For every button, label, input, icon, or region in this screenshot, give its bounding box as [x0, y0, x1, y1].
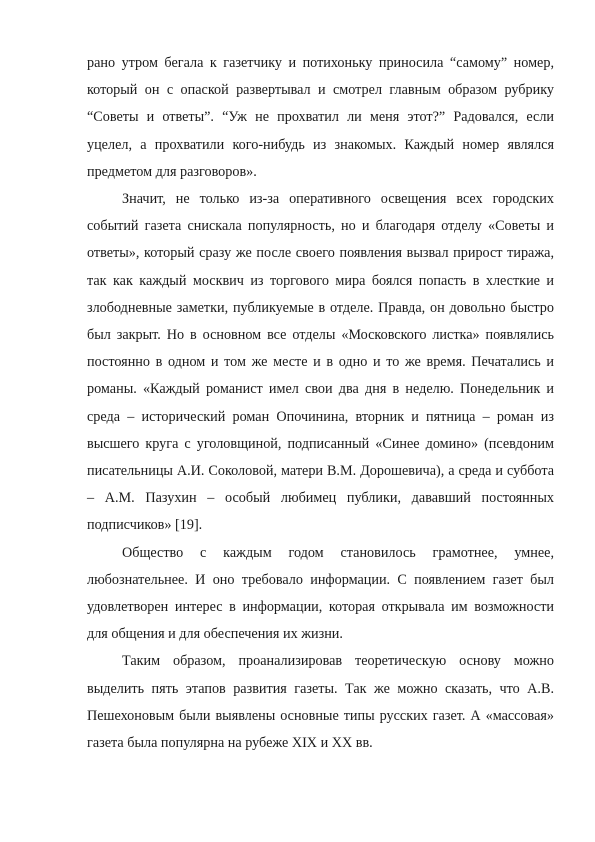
- paragraph-continuation: рано утром бегала к газетчику и потихоньку приносила “самому” номер, который он с опаской развертывал и смотрел главным образом рубрику “Советы и ответы”. “Уж не прохватил ли меня этот?” Радовался, если уцелел, а прохватили кого-нибудь из знакомых. Каждый номер являлся предметом для разговоров».: [87, 55, 554, 180]
- paragraph-society: Общество с каждым годом становилось грамотнее, умнее, любознательнее. И оно требовало информации. С появлением газет был удовлетворен интерес в информации, которая открывала им возможности для общения и для обеспечения их жизни.: [87, 544, 554, 643]
- document-body: [87, 50, 554, 757]
- paragraph-popularity: Значит, не только из-за оперативного освещения всех городских событий газета снискала популярность, но и благодаря отделу «Советы и ответы», который сразу же после своего появления вызвал прирост тиража, так как каждый москвич из торгового мира боялся попасть в хлесткие и злободневные заметки, публикуемые в отделе. Правда, он довольно быстро был закрыт. Но в основном все отделы «Московского листка» появлялись постоянно в одном и том же месте и в одно и то же время. Печатались и романы. «Каждый романист имел свои два дня в неделю. Понедельник и среда – исторический роман Опочинина, вторник и пятница – роман из высшего круга с уголовщиной, подписанный «Синее домино» (псевдоним писательницы А.И. Соколовой, матери В.М. Дорошевича), а среда и суббота – А.М. Пазухин – особый любимец публики, дававший постоянных подписчиков» [19].: [87, 191, 554, 534]
- paragraph-conclusion: Таким образом, проанализировав теоретическую основу можно выделить пять этапов развития газеты. Так же можно сказать, что А.В. Пешехоновым были выявлены основные типы русских газет. А «массовая» газета была популярна на рубеже XIX и XX вв.: [87, 653, 554, 752]
